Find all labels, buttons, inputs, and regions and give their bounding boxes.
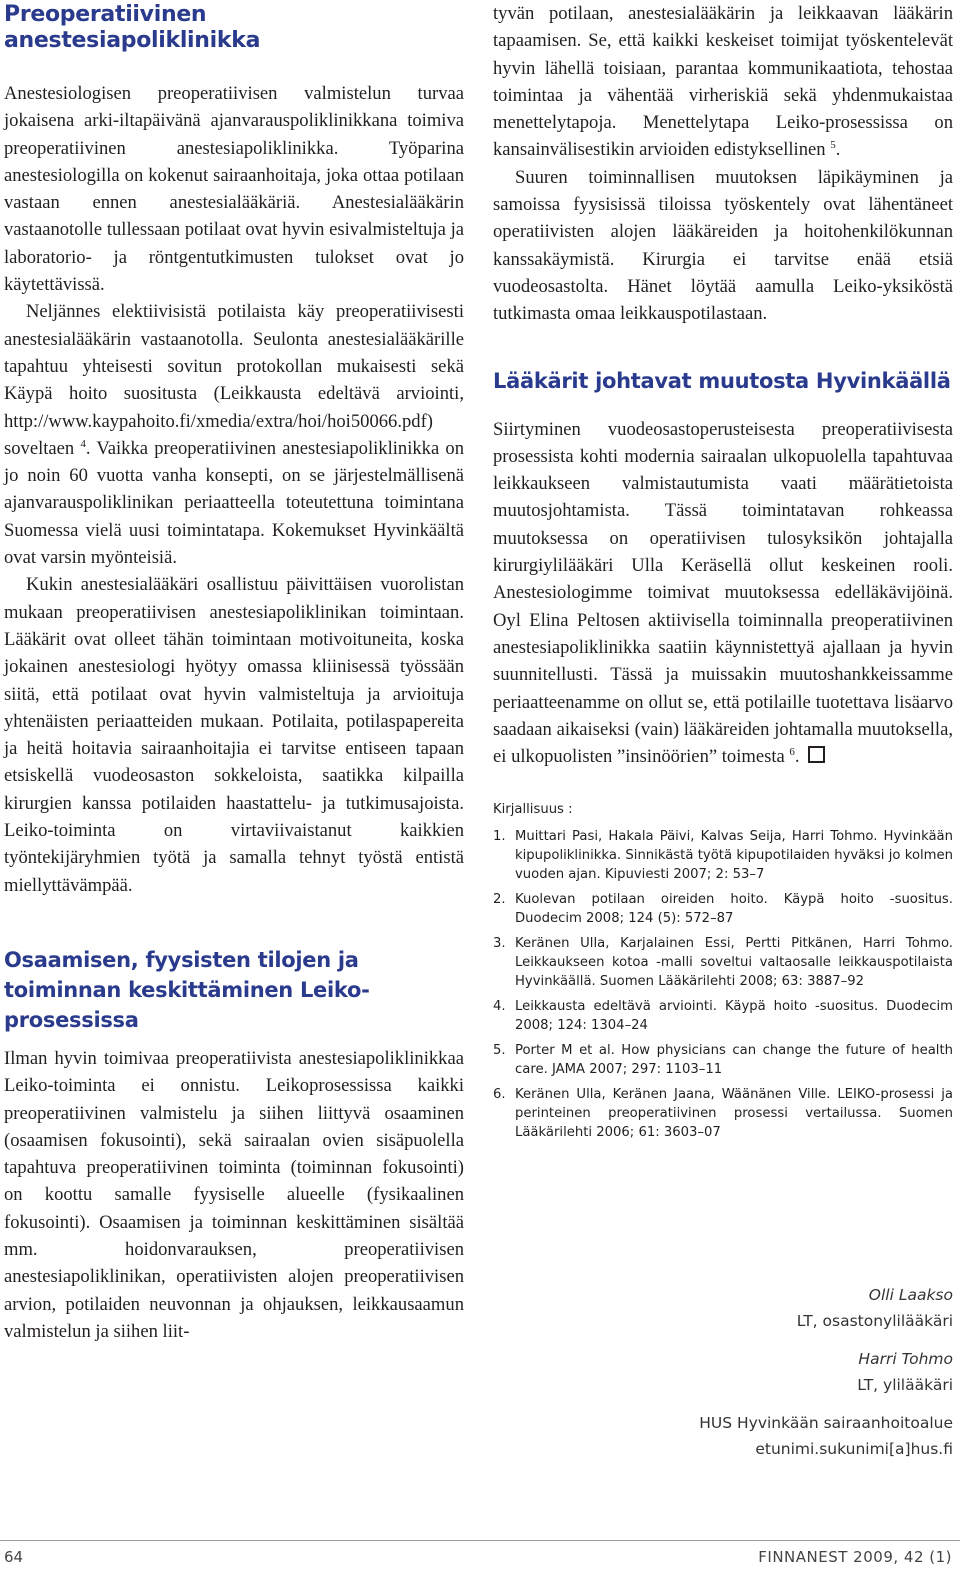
paragraph: Neljännes elektiivisistä potilaista käy preoperatiivisesti anestesialääkärin vastaanotolla. Seulonta anestesialääkärille tapahtuu yhteisesti sovitun protokollan mukaisesti sekä Käypä hoito suositusta (Leikkausta edeltävä arviointi, http://www.kaypahoito.fi/xmedia/extra/hoi/hoi50066.pdf) soveltaen $^4$. Vaikka preoperatiivinen anestesiapoliklinikka on jo noin 60 vuotta vanha konsepti, on se järjestelmällisenä ajanvarauspoliklinikan periaatteella toteutettuna toimintana Suomessa vielä uusi toimintatapa. Kokemukset Hyvinkäältä ovat varsin myönteisiä. bbox=[4, 301, 464, 569]
footer-divider bbox=[0, 1540, 960, 1541]
paragraph: Kukin anestesialääkäri osallistuu päivittäisen vuorolistan mukaan preoperatiivisen anestesiapoliklinikan toimintaan. Lääkärit ovat olleet tähän toimintaan motivoituneita, koska jokainen anestesiologi hyötyy omassa kliinisessä työssään siitä, että potilaat ovat hyvin valmisteltuja ja arvioituja yhtenäisten periaatteiden mukaan. Potilaita, potilaspapereita ja heitä hoitavia sairaanhoitajia ei tarvitse entiseen tapaan etsiskellä vuodeosaston sokkeloista, saatikka kilpailla kirurgien kanssa potilaiden haastattelu- ja tutkimusajoista. Leiko-toiminta on virtaviivaistanut kaikkien työntekijäryhmien työtä ja samalla tehnyt työstä entistä miellyttävämpää. bbox=[4, 574, 464, 896]
publication-info: FINNANEST 2009, 42 (1) bbox=[758, 1548, 952, 1566]
reference-item: 5. Porter M et al. How physicians can change the future of health care. JAMA 2007; 297: 1103–11 bbox=[493, 1043, 953, 1078]
right-column bbox=[493, 0, 953, 1148]
paragraph: Ilman hyvin toimivaa preoperatiivista anestesiapoliklinikkaa Leiko-toiminta ei onnistu. Leikoprosessissa kaikki preoperatiivinen valmistelu ja siihen liittyvä osaaminen (osaamisen fokusointi), sekä sairaalan ovien sisäpuolella tapahtuva preoperatiivinen toiminta (toiminnan fokusointi) on koottu samalle fyysiselle alueelle (fysikaalinen fokusointi). Osaamisen ja toiminnan keskittäminen sisältää mm. hoidonvarauksen, preoperatiivisen anestesiapoliklinikan, operatiivisten alojen preoperatiivisen arvion, potilaiden neuvonnan ja ohjauksen, leikkausaamun valmistelun ja siihen liit- bbox=[4, 1047, 464, 1342]
end-mark-icon bbox=[808, 746, 825, 763]
references-title: Kirjallisuus : bbox=[493, 802, 573, 818]
author-name: Harri Tohmo bbox=[858, 1350, 953, 1368]
section-heading: Lääkärit johtavat muutosta Hyvinkäällä bbox=[493, 368, 951, 393]
author-title: LT, osastonylilääkäri bbox=[796, 1312, 953, 1330]
author-organization: HUS Hyvinkään sairaanhoitoalue bbox=[699, 1414, 953, 1432]
references bbox=[493, 800, 953, 1142]
reference-item: 6. Keränen Ulla, Keränen Jaana, Wäänänen Ville. LEIKO-prosessi ja perinteinen preoperatiivinen prosessi vertailussa. Suomen Lääkärilehti 2006; 61: 3603–07 bbox=[493, 1087, 953, 1141]
author-title: LT, ylilääkäri bbox=[857, 1376, 953, 1394]
author-name: Olli Laakso bbox=[868, 1286, 953, 1304]
references-list bbox=[493, 827, 953, 1142]
section-heading: Osaamisen, fyysisten tilojen ja toiminnan keskittäminen Leiko-prosessissa bbox=[4, 947, 370, 1032]
paragraph: Suuren toiminnallisen muutoksen läpikäyminen ja samoissa fyysisissä tiloissa työskentely ovat lähentäneet operatiivisten alojen lääkäreiden ja hoitohenkilökunnan kanssakäymistä. Kirurgia ei tarvitse enää etsiä vuodeosastolta. Hänet löytää aamulla Leiko-yksiköstä tutkimasta omaa leikkauspotilastaan. bbox=[493, 166, 953, 325]
author-email: etunimi.sukunimi[a]hus.fi bbox=[755, 1440, 953, 1458]
reference-item: 1. Muittari Pasi, Hakala Päivi, Kalvas Seija, Harri Tohmo. Hyvinkään kipupoliklinikka. Sinnikästä työtä kipupotilaiden hyväksi jo kolmen vuoden ajan. Kipuviesti 2007; 2: 53–7 bbox=[493, 829, 953, 883]
paragraph: Anestesiologisen preoperatiivisen valmistelun turvaa jokaisena arki-iltapäivänä ajanvarauspoliklinikkana toimiva preoperatiivinen anestesiapoliklinikka. Työparina anestesiologilla on kokenut sairaanhoitaja, joka ottaa potilaan vastaan ennen anestesialääkäriä. Anestesialääkärin vastaanotolle tullessaan potilaat ovat hyvin esivalmisteltuja ja laboratorio- ja röntgentutkimusten tulokset ovat jo käytettävissä. bbox=[4, 83, 464, 296]
section-heading: Preoperatiivinen anestesiapoliklinikka bbox=[4, 2, 261, 53]
page-number: 64 bbox=[4, 1548, 24, 1566]
reference-item: 4. Leikkausta edeltävä arviointi. Käypä hoito -suositus. Duodecim 2008; 124: 1304–24 bbox=[493, 999, 953, 1034]
paragraph: Siirtyminen vuodeosastoperusteisesta preoperatiivisesta prosessista kohti modernia sairaalan ulkopuolella tapahtuvaa leikkaukseen valmistautumista vaati määrätietoista muutosjohtamista. Tässä toimintatavan rohkeassa muutoksessa on operatiivisen tulosyksikön johtajalla kirurgiylilääkäri Ulla Keräsellä ollut keskeinen rooli. Anestesiologimme toimivat muutoksessa edelläkävijöinä. Oyl Elina Peltosen aktiivisella toiminnalla preoperatiivinen anestesiapoliklinikka saatiin käynnistettyä ajallaan ja hyvin suunnitellusti. Tässä ja muissakin muutoshankkeissamme periaatteenamme on ollut se, että potilaille tuotettava lisäarvo saadaan aikaiseksi (vain) lääkäreiden johtamalla muutoksella, ei ulkopuolisten ”insinöörien” toimesta $^6$. bbox=[493, 418, 953, 768]
left-column bbox=[4, 0, 464, 1345]
reference-item: 2. Kuolevan potilaan oireiden hoito. Käypä hoito -suositus. Duodecim 2008; 124 (5): 572–87 bbox=[493, 892, 953, 927]
author-block bbox=[699, 1282, 953, 1462]
reference-item: 3. Keränen Ulla, Karjalainen Essi, Pertti Pitkänen, Harri Tohmo. Leikkaukseen kotoa -malli soveltui valtaosalle leikkauspotilaista Hyvinkäällä. Suomen Lääkärilehti 2008; 63: 3887–92 bbox=[493, 936, 953, 990]
paragraph: tyvän potilaan, anestesialääkärin ja leikkaavan lääkärin tapaamisen. Se, että kaikki keskeiset toimijat työskentelevät hyvin lähellä toisiaan, parantaa kommunikaatiota, tehostaa toimintaa ja vähentää virheriskiä sekä yhdenmukaistaa menettelytapoja. Menettelytapa Leiko-prosessissa on kansainvälisestikin arvioiden edistyksellinen $^5$. bbox=[493, 3, 953, 161]
